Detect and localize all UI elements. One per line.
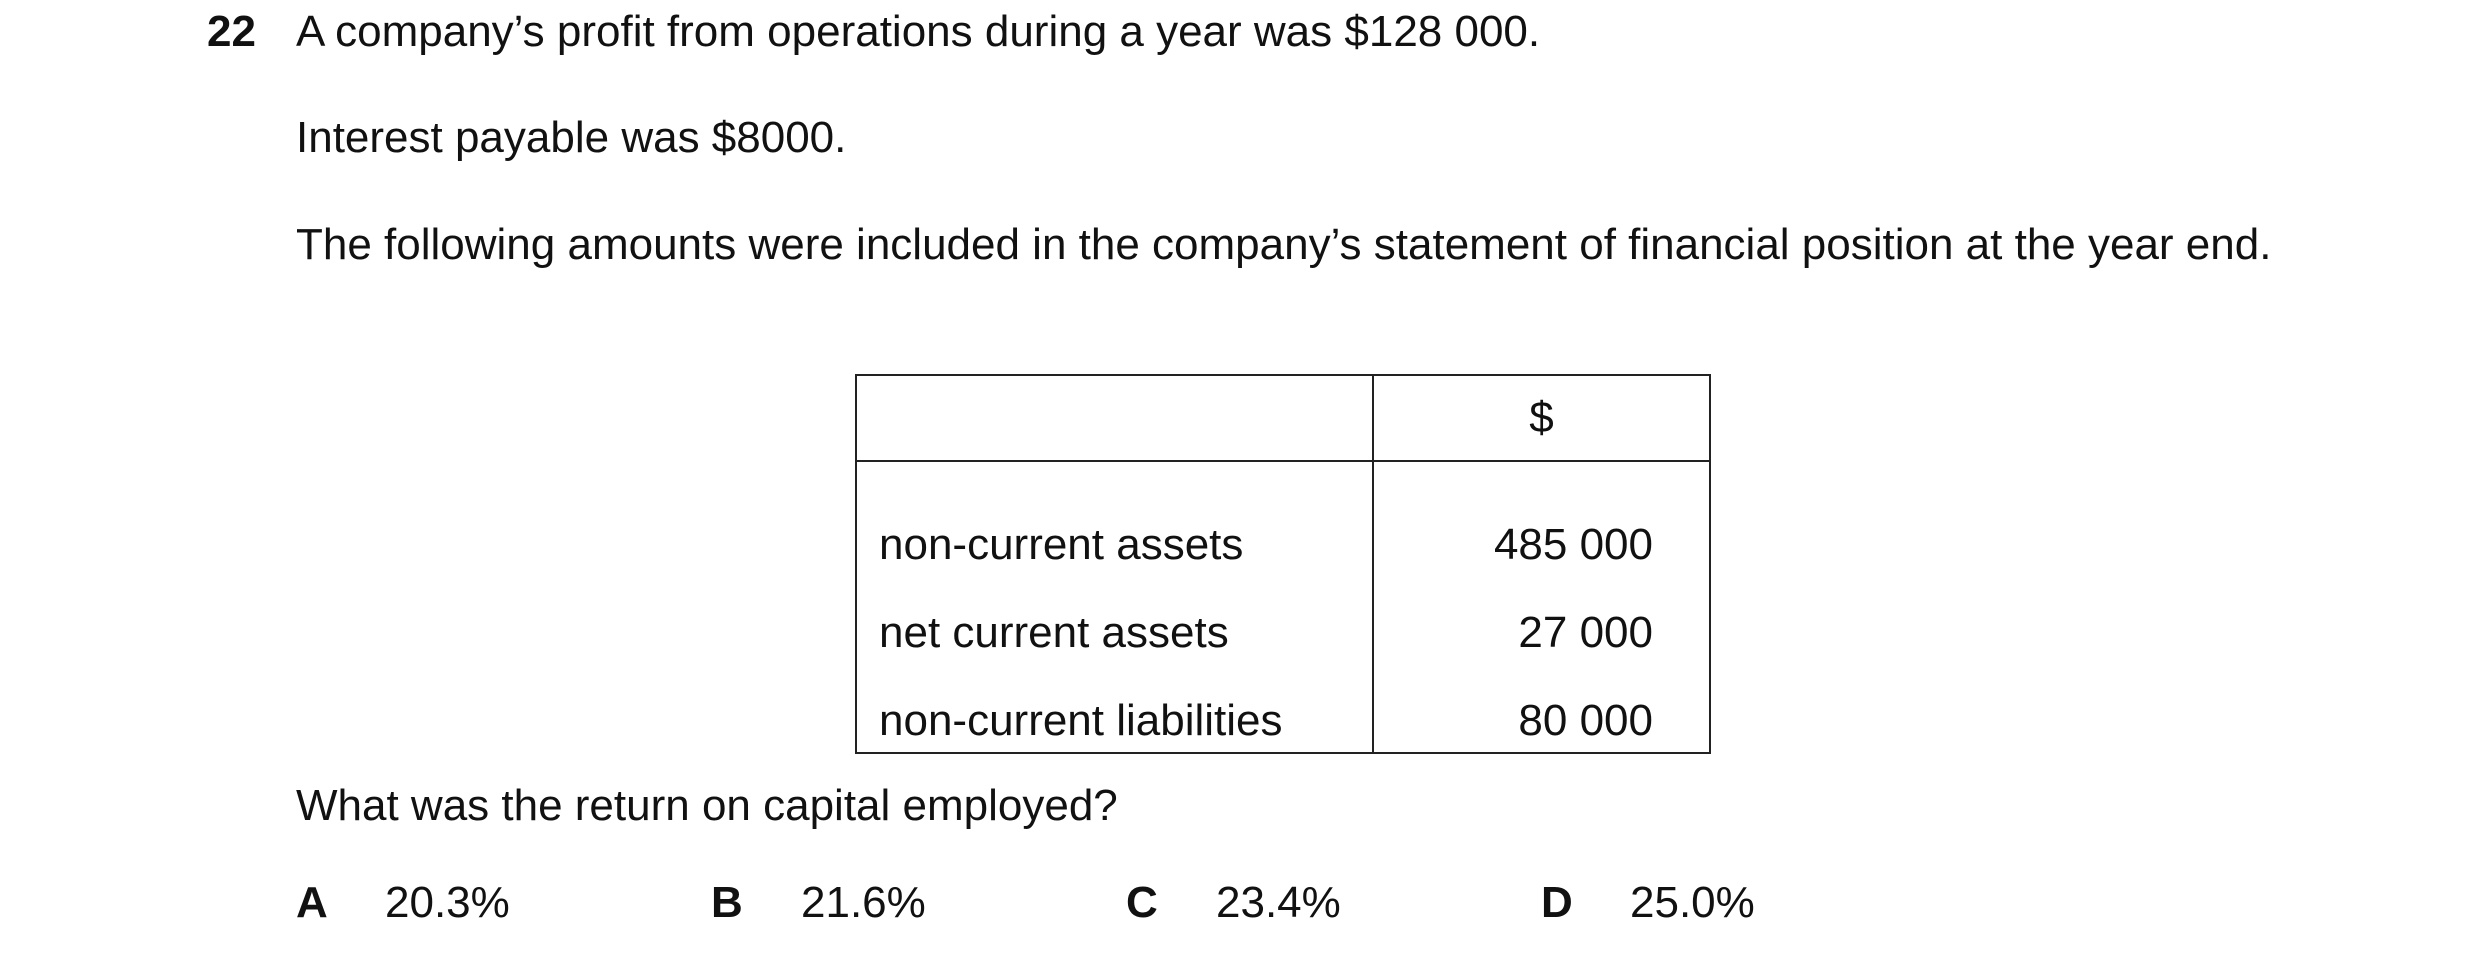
table-row-value: 485 000	[1373, 461, 1710, 576]
table-row-value: 80 000	[1373, 664, 1710, 753]
table-row-label: non-current liabilities	[856, 664, 1373, 753]
option-d-value[interactable]: 25.0%	[1630, 878, 1755, 927]
question-prompt: What was the return on capital employed?	[296, 781, 1118, 830]
table-row-label: net current assets	[856, 576, 1373, 664]
table-row	[856, 461, 1710, 576]
table-header-row	[856, 375, 1710, 461]
question-text-statement: The following amounts were included in the company’s statement of financial position at the year end.	[296, 220, 2272, 269]
table-row	[856, 664, 1710, 753]
table-header-label	[856, 375, 1373, 461]
option-c-letter[interactable]: C	[1126, 878, 1158, 927]
option-c-value[interactable]: 23.4%	[1216, 878, 1341, 927]
question-text-interest: Interest payable was $8000.	[296, 113, 847, 162]
option-a-letter[interactable]: A	[296, 878, 328, 927]
answer-options	[0, 876, 2480, 936]
table-row-label: non-current assets	[856, 461, 1373, 576]
financial-position-table	[855, 374, 1711, 754]
table-header-currency: $	[1373, 375, 1710, 461]
question-number: 22	[207, 7, 256, 56]
option-a-value[interactable]: 20.3%	[385, 878, 510, 927]
option-b-letter[interactable]: B	[711, 878, 743, 927]
table-row-value: 27 000	[1373, 576, 1710, 664]
option-b-value[interactable]: 21.6%	[801, 878, 926, 927]
table-row	[856, 576, 1710, 664]
option-d-letter[interactable]: D	[1541, 878, 1573, 927]
question-text-profit: A company’s profit from operations during a year was $128 000.	[296, 7, 1541, 56]
